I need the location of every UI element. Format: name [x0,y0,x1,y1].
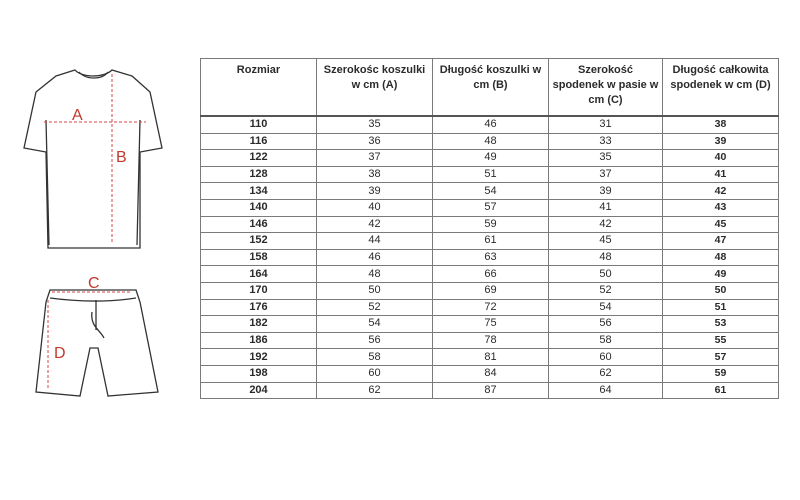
cell-shirt-width: 40 [317,199,433,216]
cell-shorts-waist: 64 [549,382,663,399]
table-row [201,216,779,233]
label-a: A [72,107,83,124]
cell-shorts-length: 51 [663,299,779,316]
cell-shorts-length: 45 [663,216,779,233]
table-row [201,116,779,133]
measure-a-line [44,74,146,244]
cell-shorts-length: 61 [663,382,779,399]
cell-shirt-length: 78 [433,332,549,349]
cell-shirt-width: 44 [317,233,433,250]
cell-size: 204 [201,382,317,399]
cell-shorts-waist: 50 [549,266,663,283]
cell-shirt-width: 39 [317,183,433,200]
cell-shorts-length: 41 [663,166,779,183]
cell-shirt-length: 59 [433,216,549,233]
garment-diagram [0,0,200,420]
cell-shirt-width: 48 [317,266,433,283]
cell-shirt-width: 38 [317,166,433,183]
table-row [201,233,779,250]
cell-shorts-length: 40 [663,150,779,167]
table-body [201,116,779,399]
cell-shirt-width: 58 [317,349,433,366]
cell-shirt-length: 61 [433,233,549,250]
header-shirt-width: Szerokośc koszulki w cm (A) [317,59,433,117]
cell-shorts-waist: 45 [549,233,663,250]
cell-size: 186 [201,332,317,349]
table-row [201,133,779,150]
cell-shirt-width: 60 [317,365,433,382]
table-row [201,266,779,283]
tshirt-drawing [24,70,162,248]
label-c: C [88,275,100,292]
cell-shirt-length: 48 [433,133,549,150]
shorts-drawing [36,290,158,396]
cell-shirt-width: 36 [317,133,433,150]
table-row [201,332,779,349]
cell-shorts-waist: 33 [549,133,663,150]
cell-size: 158 [201,249,317,266]
cell-shorts-length: 53 [663,316,779,333]
table-row [201,299,779,316]
cell-size: 122 [201,150,317,167]
cell-shorts-length: 39 [663,133,779,150]
cell-shorts-length: 57 [663,349,779,366]
cell-shorts-waist: 39 [549,183,663,200]
header-shirt-length: Długość koszulki w cm (B) [433,59,549,117]
table-row [201,166,779,183]
header-shorts-waist: Szerokość spodenek w pasie w cm (C) [549,59,663,117]
cell-size: 170 [201,282,317,299]
cell-shorts-waist: 52 [549,282,663,299]
cell-shorts-waist: 62 [549,365,663,382]
cell-size: 192 [201,349,317,366]
cell-shorts-length: 48 [663,249,779,266]
cell-size: 198 [201,365,317,382]
table-row [201,199,779,216]
size-chart-table [200,58,779,399]
cell-shorts-waist: 48 [549,249,663,266]
cell-shirt-width: 52 [317,299,433,316]
table-row [201,282,779,299]
cell-size: 128 [201,166,317,183]
table-row [201,365,779,382]
table-row [201,316,779,333]
cell-shirt-length: 72 [433,299,549,316]
measure-cd-line [48,292,132,390]
cell-shorts-waist: 31 [549,116,663,133]
cell-shirt-width: 46 [317,249,433,266]
table-row [201,382,779,399]
cell-shirt-length: 75 [433,316,549,333]
cell-shirt-width: 62 [317,382,433,399]
cell-size: 146 [201,216,317,233]
cell-shirt-width: 42 [317,216,433,233]
cell-shorts-waist: 37 [549,166,663,183]
table-header-row [201,59,779,117]
cell-shirt-width: 35 [317,116,433,133]
cell-size: 134 [201,183,317,200]
cell-shorts-waist: 41 [549,199,663,216]
cell-shirt-length: 87 [433,382,549,399]
cell-shorts-waist: 58 [549,332,663,349]
cell-size: 182 [201,316,317,333]
cell-shirt-length: 54 [433,183,549,200]
cell-shorts-waist: 42 [549,216,663,233]
table-row [201,249,779,266]
cell-shirt-width: 37 [317,150,433,167]
cell-shirt-length: 81 [433,349,549,366]
cell-size: 116 [201,133,317,150]
cell-shirt-length: 63 [433,249,549,266]
cell-shirt-width: 54 [317,316,433,333]
cell-shorts-waist: 35 [549,150,663,167]
cell-shorts-length: 47 [663,233,779,250]
cell-shirt-length: 66 [433,266,549,283]
cell-shirt-length: 84 [433,365,549,382]
table-row [201,183,779,200]
cell-shorts-waist: 54 [549,299,663,316]
label-d: D [54,345,66,362]
cell-shirt-length: 69 [433,282,549,299]
cell-shirt-length: 49 [433,150,549,167]
cell-shorts-length: 49 [663,266,779,283]
cell-size: 152 [201,233,317,250]
label-b: B [116,149,127,166]
cell-shirt-width: 50 [317,282,433,299]
cell-shorts-waist: 60 [549,349,663,366]
table-row [201,150,779,167]
cell-shorts-length: 55 [663,332,779,349]
cell-shirt-length: 51 [433,166,549,183]
cell-shorts-length: 59 [663,365,779,382]
cell-shorts-length: 42 [663,183,779,200]
cell-shirt-length: 57 [433,199,549,216]
cell-shorts-length: 43 [663,199,779,216]
cell-shorts-waist: 56 [549,316,663,333]
header-size: Rozmiar [201,59,317,117]
table-row [201,349,779,366]
cell-size: 164 [201,266,317,283]
header-shorts-length: Długość całkowita spodenek w cm (D) [663,59,779,117]
cell-shirt-length: 46 [433,116,549,133]
cell-shorts-length: 38 [663,116,779,133]
cell-size: 176 [201,299,317,316]
cell-size: 140 [201,199,317,216]
cell-shorts-length: 50 [663,282,779,299]
cell-shirt-width: 56 [317,332,433,349]
cell-size: 110 [201,116,317,133]
